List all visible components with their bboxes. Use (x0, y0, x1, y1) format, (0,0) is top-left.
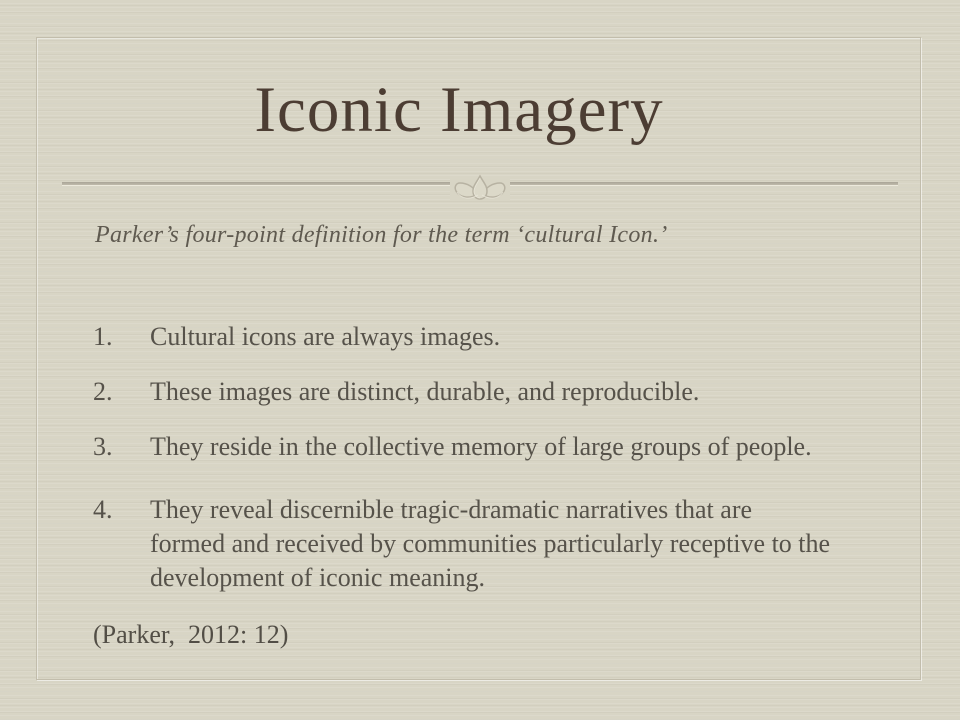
list-item (93, 493, 933, 595)
list-item (93, 375, 933, 409)
item-number: 3. (93, 432, 113, 461)
fleur-ornament-icon (450, 170, 510, 206)
citation: (Parker, 2012: 12) (93, 620, 289, 649)
item-text-line: development of iconic meaning. (150, 563, 486, 592)
slide-title: Iconic Imagery (254, 74, 664, 146)
item-number: 4. (93, 495, 113, 524)
slide-subtitle: Parker’s four-point definition for the term ‘cultural Icon.’ (95, 222, 668, 248)
item-text: These images are distinct, durable, and reproducible. (150, 377, 700, 406)
list-item (93, 430, 933, 464)
item-text: They reside in the collective memory of large groups of people. (150, 432, 812, 461)
item-number: 1. (93, 322, 113, 351)
item-text-line: They reveal discernible tragic-dramatic narratives that are (150, 495, 753, 524)
item-text (150, 493, 830, 595)
item-text-line: formed and received by communities particularly receptive to the (150, 529, 831, 558)
list-item (93, 320, 933, 354)
item-number: 2. (93, 377, 113, 406)
item-text: Cultural icons are always images. (150, 322, 501, 351)
